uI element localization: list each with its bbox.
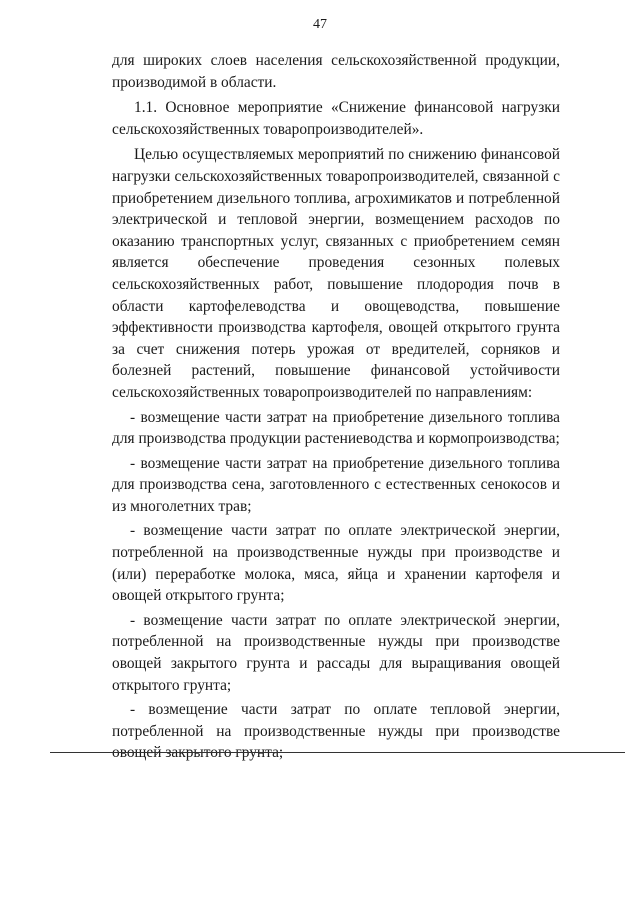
document-body (112, 50, 560, 764)
page-number: 47 (313, 17, 327, 32)
paragraph-goals: Целью осуществляемых мероприятий по снижению финансовой нагрузки сельскохозяйственных товаропроизводителей, связанной с приобретением дизельного топлива, агрохимикатов и потребленной электрической и тепловой энергии, возмещением расходов по оказанию транспортных услуг, связанных с приобретением семян является обеспечение проведения сезонных полевых сельскохозяйственных работ, повышение плодородия почв в области картофелеводства и овощеводства, повышение эффективности производства картофеля, овощей открытого грунта за счет снижения потерь урожая от вредителей, сорняков и болезней растений, повышение финансовой устойчивости сельскохозяйственных товаропроизводителей по направлениям: (112, 146, 560, 401)
list-item: - возмещение части затрат по оплате тепловой энергии, потребленной на производственные нужды при производстве овощей закрытого грунта; (112, 701, 560, 762)
paragraph-continuation: для широких слоев населения сельскохозяйственной продукции, производимой в области. (112, 52, 560, 91)
list-item: - возмещение части затрат по оплате электрической энергии, потребленной на производственные нужды при производстве овощей закрытого грунта и рассады для выращивания овощей открытого грунта; (112, 611, 560, 694)
page-divider (50, 752, 625, 753)
list-item: - возмещение части затрат по оплате электрической энергии, потребленной на производственные нужды при производстве и (или) переработке молока, мяса, яйца и хранении картофеля и овощей открытого грунта; (112, 522, 560, 605)
list-item: - возмещение части затрат на приобретение дизельного топлива для производства продукции растениеводства и кормопроизводства; (112, 408, 560, 448)
list-item: - возмещение части затрат на приобретение дизельного топлива для производства сена, заготовленного с естественных сенокосов и из многолетних трав; (112, 454, 560, 515)
section-heading-1-1: 1.1. Основное мероприятие «Снижение финансовой нагрузки сельскохозяйственных товаропроизводителей». (112, 99, 560, 138)
